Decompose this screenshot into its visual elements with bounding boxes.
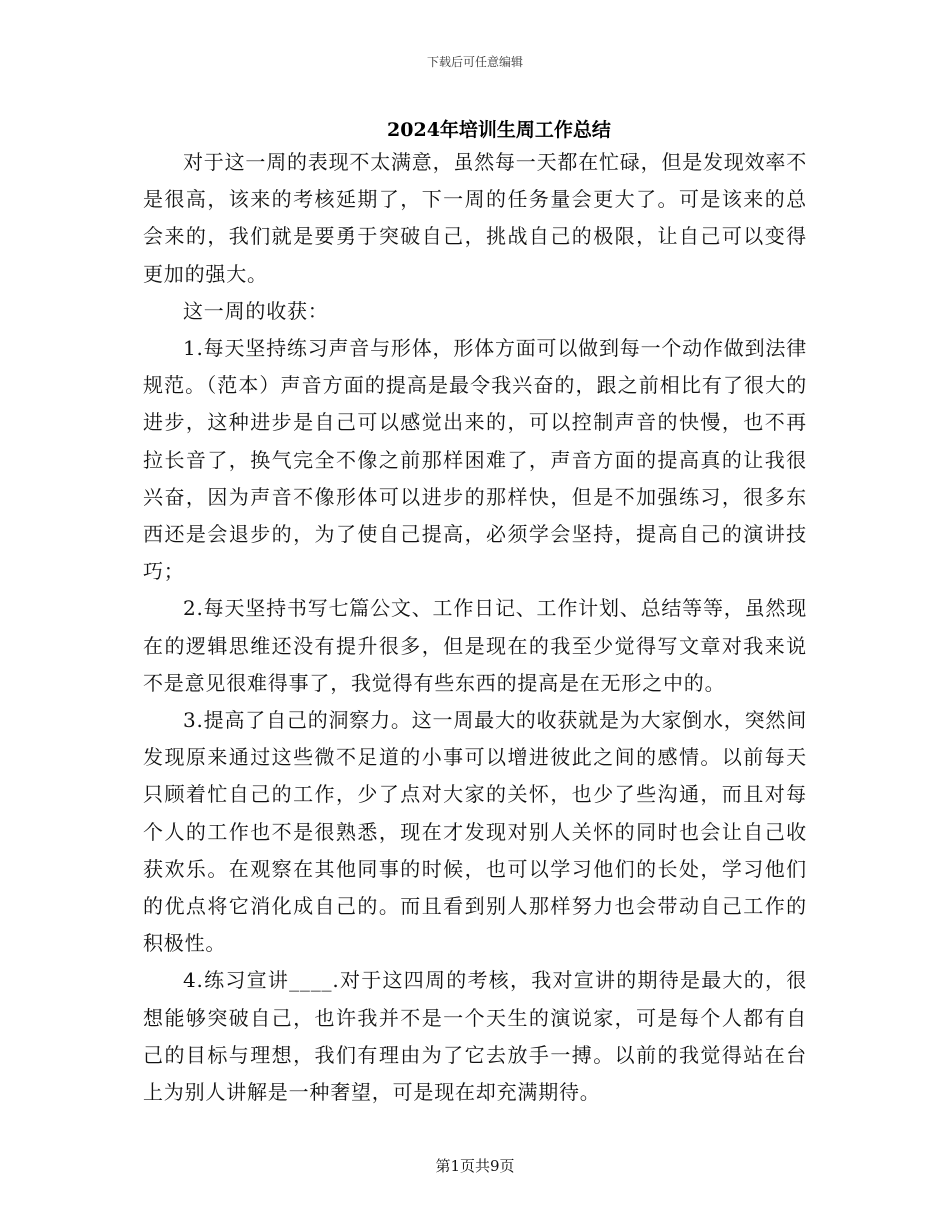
document-title: 2024年培训生周工作总结 [387,119,611,141]
paragraph-gains-heading: 这一周的收获： [183,298,329,323]
paragraph-intro: 对于这一周的表现不太满意，虽然每一天都在忙碌，但是发现效率不是很高，该来的考核延期了，下一周的任务量会更大了。可是该来的总会来的，我们就是要勇于突破自己，挑战自己的极限，让自己可以变得更加的强大。 [143,150,807,286]
header-note: 下载后可任意编辑 [426,55,523,69]
paragraph-item-3: 3.提高了自己的洞察力。这一周最大的收获就是为大家倒水，突然间发现原来通过这些微不足道的小事可以增进彼此之间的感情。以前每天只顾着忙自己的工作，少了点对大家的关怀，也少了些沟通，而且对每个人的工作也不是很熟悉，现在才发现对别人关怀的同时也会让自己收获欢乐。在观察在其他同事的时候，也可以学习他们的长处，学习他们的优点将它消化成自己的。而且看到别人那样努力也会带动自己工作的积极性。 [143,708,807,956]
document-body [143,144,807,1111]
paragraph-item-2: 2.每天坚持书写七篇公文、工作日记、工作计划、总结等等，虽然现在的逻辑思维还没有提升很多，但是现在的我至少觉得写文章对我来说不是意见很难得事了，我觉得有些东西的提高是在无形之中的。 [143,596,807,695]
paragraph-item-4: 4.练习宣讲____.对于这四周的考核，我对宣讲的期待是最大的，很想能够突破自己，也许我并不是一个天生的演说家，可是每个人都有自己的目标与理想，我们有理由为了它去放手一搏。以前的我觉得站在台上为别人讲解是一种奢望，可是现在却充满期待。 [143,968,807,1105]
paragraph-item-1: 1.每天坚持练习声音与形体，形体方面可以做到每一个动作做到法律规范。（范本）声音方面的提高是最令我兴奋的，跟之前相比有了很大的进步，这种进步是自己可以感觉出来的，可以控制声音的快慢，也不再拉长音了，换气完全不像之前那样困难了，声音方面的提高真的让我很兴奋，因为声音不像形体可以进步的那样快，但是不加强练习，很多东西还是会退步的，为了使自己提高，必须学会坚持，提高自己的演讲技巧； [143,336,807,584]
page-number-footer: 第1页共9页 [435,1157,515,1175]
